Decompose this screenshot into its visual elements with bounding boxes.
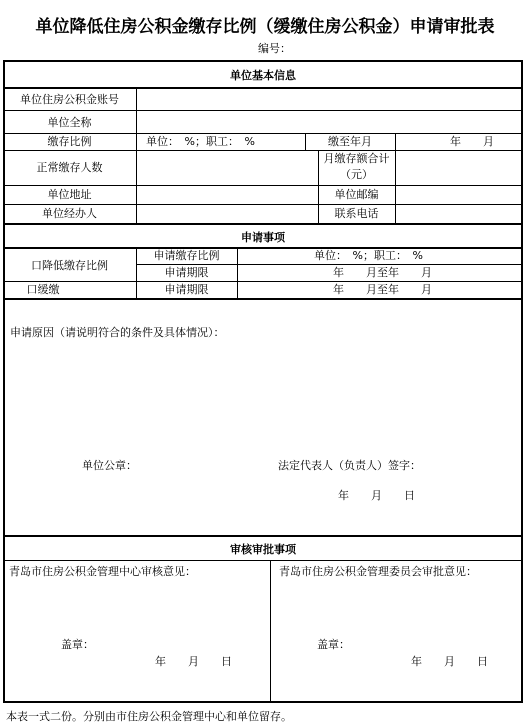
committee-opinion-label: 青岛市住房公积金管理委员会审批意见：: [279, 565, 477, 578]
form-title: 单位降低住房公积金缴存比例（缓缴住房公积金）申请审批表: [35, 17, 495, 37]
signature-label: 法定代表人（负责人）签字：: [278, 459, 421, 472]
defer-period-value: 年 月至年 月: [333, 283, 432, 296]
section-basic-info: 单位基本信息: [230, 69, 296, 82]
company-seal-label: 单位公章：: [82, 459, 137, 472]
committee-date: 年 月 日: [411, 655, 488, 668]
rule: [237, 247, 238, 298]
defer-option[interactable]: 口缓缴: [26, 283, 60, 296]
rule: [270, 560, 271, 703]
rule: [3, 110, 523, 111]
center-seal-label: 盖章：: [61, 638, 94, 651]
defer-period-label: 申请期限: [164, 283, 209, 296]
committee-seal-label: 盖章：: [317, 638, 350, 651]
name-label: 单位全称: [47, 116, 92, 129]
rule: [136, 87, 137, 223]
rule: [3, 247, 523, 249]
rule: [395, 133, 396, 223]
rule: [3, 204, 523, 205]
employee-count-label: 正常缴存人数: [36, 161, 103, 174]
lower-ratio-option[interactable]: 口降低缴存比例: [31, 259, 108, 272]
rule: [3, 185, 523, 186]
apply-ratio-label: 申请缴存比例: [153, 249, 220, 262]
rule: [3, 133, 523, 134]
ratio-value: 单位： %；职工： %: [146, 135, 255, 148]
ratio-label: 缴存比例: [47, 135, 92, 148]
rule: [3, 535, 523, 537]
center-opinion-label: 青岛市住房公积金管理中心审核意见：: [9, 565, 196, 578]
rule: [3, 298, 523, 300]
rule: [3, 281, 523, 282]
rule: [3, 150, 523, 151]
apply-period-value: 年 月至年 月: [333, 266, 432, 279]
section-application: 申请事项: [241, 231, 285, 244]
footer-note: 本表一式二份。分别由市住房公积金管理中心和单位留存。: [6, 710, 292, 723]
monthly-amount-label: 月缴存额合计: [323, 152, 390, 165]
paid-until-label: 缴至年月: [328, 135, 372, 148]
apply-ratio-value: 单位： %；职工： %: [314, 249, 423, 262]
account-label: 单位住房公积金账号: [20, 93, 119, 106]
rule: [3, 87, 523, 89]
center-date: 年 月 日: [155, 655, 232, 668]
paid-until-value: 年 月: [450, 135, 494, 148]
phone-label: 联系电话: [334, 207, 379, 220]
apply-period-label: 申请期限: [164, 266, 209, 279]
postcode-label: 单位邮编: [334, 188, 379, 201]
rule: [3, 560, 523, 561]
application-date: 年 月 日: [338, 489, 415, 502]
rule: [137, 264, 523, 265]
address-label: 单位地址: [47, 188, 92, 201]
reason-label: 申请原因（请说明符合的条件及具体情况）：: [10, 326, 225, 339]
form-table-frame: [3, 60, 523, 703]
document-number-label: 编号：: [258, 42, 291, 55]
monthly-amount-unit: （元）: [340, 168, 373, 181]
handler-label: 单位经办人: [42, 207, 97, 220]
section-review: 审核审批事项: [230, 543, 296, 556]
rule: [3, 223, 523, 225]
